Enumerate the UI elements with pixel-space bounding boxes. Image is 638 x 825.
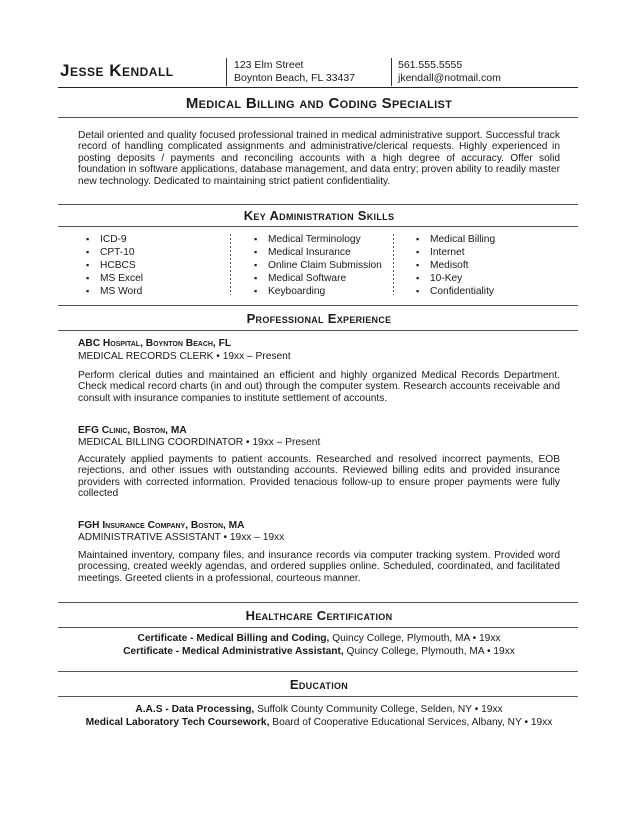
job-role: MEDICAL RECORDS CLERK • 19xx – Present <box>78 351 291 362</box>
skill-item: ▪ Medical Insurance <box>254 246 382 259</box>
skill-item: ▪ ICD-9 <box>86 233 143 246</box>
email-address[interactable]: jkendall@notmail.com <box>398 72 501 84</box>
contact-block <box>398 59 501 85</box>
phone-number: 561.555.5555 <box>398 59 463 71</box>
education-item <box>0 717 638 730</box>
section-rule <box>58 204 578 205</box>
skills-heading: Key Administration Skills <box>243 208 395 223</box>
job-employer: EFG Clinic, Boston, MA <box>78 425 187 436</box>
certification-detail: Quincy College, Plymouth, MA • 19xx <box>329 633 501 644</box>
title-rule <box>58 117 578 118</box>
skill-item: ▪ Online Claim Submission <box>254 259 382 272</box>
skills-column-1 <box>86 233 143 298</box>
certification-item <box>0 646 638 659</box>
education-item <box>0 704 638 717</box>
certification-detail: Quincy College, Plymouth, MA • 19xx <box>343 646 515 657</box>
job-employer: FGH Insurance Company, Boston, MA <box>78 520 245 531</box>
header-divider <box>391 58 392 86</box>
skills-column-2 <box>254 233 382 298</box>
section-rule <box>58 226 578 227</box>
job-role: MEDICAL BILLING COORDINATOR • 19xx – Present <box>78 437 321 448</box>
skill-item: ▪ Medical Billing <box>416 233 495 246</box>
summary-paragraph: Detail oriented and quality focused professional trained in medical administrative support. Successful track record of handling complicated assignments and administrative/clerical requests. Highly experienced in posting deposits / payments and reconciling accounts with a high degree of accuracy. Offer solid foundation in software applications, database management, and data entry; proven ability to readily master new technology. Dedicated to maintaining strict patient confidentiality. <box>78 130 560 187</box>
address-line1: 123 Elm Street <box>234 59 304 71</box>
education-title: Medical Laboratory Tech Coursework, <box>85 717 270 728</box>
job-description: Maintained inventory, company files, and insurance records via computer tracking system. Provided word processing, created weekly agendas, and ordered supplies online. Scheduled, coordinated, and facilitated meetings. Greeted clients in a professional, courteous manner. <box>78 550 560 584</box>
section-rule <box>58 627 578 628</box>
header-divider <box>226 58 227 86</box>
candidate-name: Jesse Kendall <box>60 61 174 80</box>
skill-item: ▪ Medical Software <box>254 272 382 285</box>
job-description: Accurately applied payments to patient accounts. Researched and resolved incorrect payments, EOB rejections, and other issues with outstanding accounts. Reviewed billing edits and provided insurance providers with corrected information. Provided tenacious follow-up to ensure proper payments were fully collected <box>78 454 560 500</box>
education-detail: Board of Cooperative Educational Services, Albany, NY • 19xx <box>269 717 553 728</box>
section-rule <box>58 671 578 672</box>
certification-title: Certificate - Medical Billing and Coding, <box>137 633 330 644</box>
skill-item: ▪ MS Word <box>86 285 143 298</box>
experience-heading: Professional Experience <box>246 311 392 326</box>
skill-item: ▪ CPT-10 <box>86 246 143 259</box>
skills-column-3 <box>416 233 495 298</box>
section-rule <box>58 330 578 331</box>
certification-title: Certificate - Medical Administrative Assistant, <box>123 646 344 657</box>
skill-item: ▪ 10-Key <box>416 272 495 285</box>
certification-item <box>0 633 638 646</box>
job-employer: ABC Hospital, Boynton Beach, FL <box>78 338 232 349</box>
certification-heading: Healthcare Certification <box>245 608 393 623</box>
header-rule <box>58 87 578 88</box>
skill-item: ▪ Medisoft <box>416 259 495 272</box>
education-detail: Suffolk County Community College, Selden, NY • 19xx <box>254 704 503 715</box>
skill-item: ▪ MS Excel <box>86 272 143 285</box>
resume-title: Medical Billing and Coding Specialist <box>185 95 453 112</box>
education-heading: Education <box>289 677 349 692</box>
skill-item: ▪ HCBCS <box>86 259 143 272</box>
skill-item: ▪ Confidentiality <box>416 285 495 298</box>
address-line2: Boynton Beach, FL 33437 <box>234 72 356 84</box>
section-rule <box>58 696 578 697</box>
skill-item: ▪ Internet <box>416 246 495 259</box>
education-title: A.A.S - Data Processing, <box>135 704 255 715</box>
job-role: ADMINISTRATIVE ASSISTANT • 19xx – 19xx <box>78 532 285 543</box>
job-description: Perform clerical duties and maintained an efficient and highly organized Medical Records Department. Check medical record charts (in and out) through the computer system. Research accounts receivable and consult with insurance companies to institute settlement of accounts. <box>78 370 560 404</box>
skills-divider <box>230 234 231 295</box>
address-block <box>234 59 355 85</box>
skills-divider <box>393 234 394 295</box>
section-rule <box>58 602 578 603</box>
skill-item: ▪ Keyboarding <box>254 285 382 298</box>
skill-item: ▪ Medical Terminology <box>254 233 382 246</box>
section-rule <box>58 305 578 306</box>
